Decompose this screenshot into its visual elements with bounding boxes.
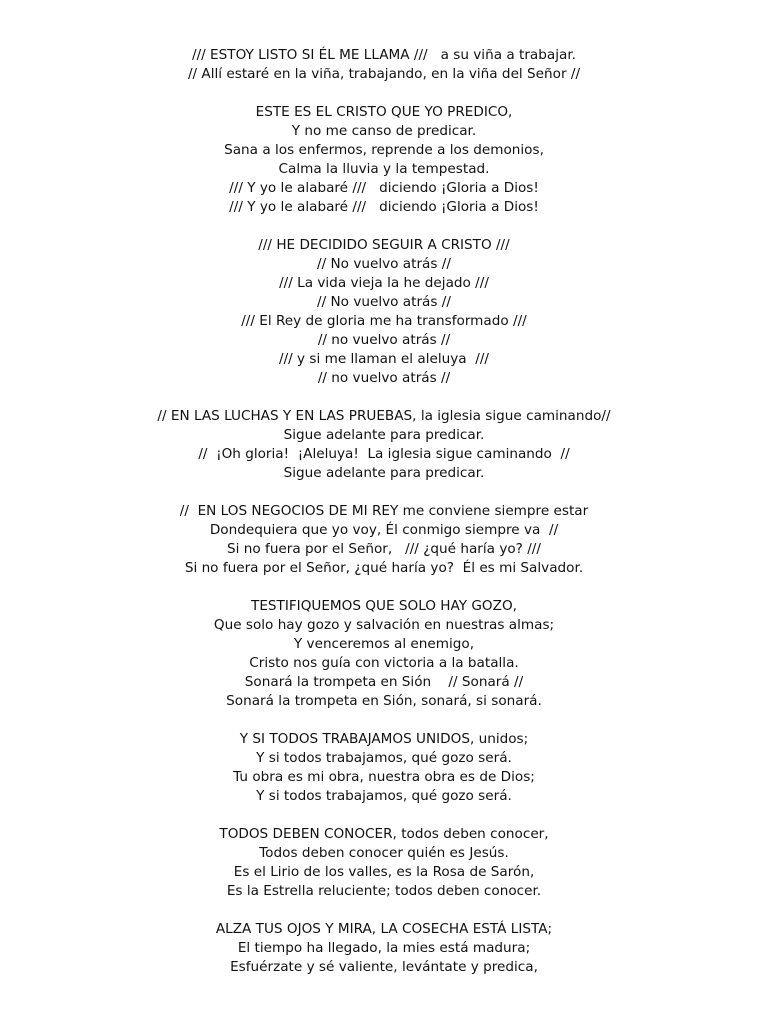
stanza-5	[0, 502, 768, 578]
lyric-line: Y si todos trabajamos, qué gozo será.	[256, 750, 512, 766]
lyric-line: Sigue adelante para predicar.	[283, 427, 485, 443]
lyric-line: /// La vida vieja la he dejado ///	[279, 275, 489, 291]
lyric-line: /// Y yo le alabaré /// diciendo ¡Gloria a Dios!	[229, 199, 539, 215]
stanza-3	[0, 236, 768, 388]
lyric-line: /// Y yo le alabaré /// diciendo ¡Gloria a Dios!	[229, 180, 539, 196]
stanza-4	[0, 407, 768, 483]
lyric-line: Es la Estrella reluciente; todos deben conocer.	[226, 883, 542, 899]
lyric-line: Es el Lirio de los valles, es la Rosa de Sarón,	[233, 864, 535, 880]
lyric-line: // Allí estaré en la viña, trabajando, en la viña del Señor //	[187, 66, 581, 82]
lyric-line: // No vuelvo atrás //	[317, 256, 451, 272]
lyric-line: Que solo hay gozo y salvación en nuestras almas;	[213, 617, 555, 633]
lyric-line: Y venceremos al enemigo,	[293, 636, 475, 652]
lyric-line: // EN LAS LUCHAS Y EN LAS PRUEBAS, la iglesia sigue caminando//	[157, 408, 611, 424]
stanza-9	[0, 920, 768, 977]
lyric-line: Si no fuera por el Señor, ¿qué haría yo? Él es mi Salvador.	[184, 560, 584, 576]
lyric-line: // ¡Oh gloria! ¡Aleluya! La iglesia sigue caminando //	[198, 446, 570, 462]
lyric-line: ALZA TUS OJOS Y MIRA, LA COSECHA ESTÁ LISTA;	[215, 921, 553, 937]
lyric-line: /// El Rey de gloria me ha transformado ///	[241, 313, 527, 329]
stanza-7	[0, 730, 768, 806]
lyric-line: Todos deben conocer quién es Jesús.	[259, 845, 509, 861]
lyric-line: Sigue adelante para predicar.	[283, 465, 485, 481]
lyric-line: /// ESTOY LISTO SI ÉL ME LLAMA /// a su viña a trabajar.	[192, 47, 576, 63]
stanza-8	[0, 825, 768, 901]
stanza-6	[0, 597, 768, 711]
lyric-line: TODOS DEBEN CONOCER, todos deben conocer,	[219, 826, 549, 842]
lyric-line: Y no me canso de predicar.	[291, 123, 477, 139]
lyric-line: ESTE ES EL CRISTO QUE YO PREDICO,	[255, 104, 513, 120]
lyric-line: // EN LOS NEGOCIOS DE MI REY me conviene siempre estar	[179, 503, 589, 519]
stanza-2	[0, 103, 768, 217]
lyric-line: Calma la lluvia y la tempestad.	[278, 161, 490, 177]
lyric-line: Si no fuera por el Señor, /// ¿qué haría yo? ///	[227, 541, 541, 557]
lyric-line: // No vuelvo atrás //	[317, 294, 451, 310]
lyric-line: TESTIFIQUEMOS QUE SOLO HAY GOZO,	[251, 598, 517, 614]
lyric-line: // no vuelvo atrás //	[317, 332, 451, 348]
lyric-line: Sonará la trompeta en Sión // Sonará //	[244, 674, 524, 690]
lyric-line: Y SI TODOS TRABAJAMOS UNIDOS, unidos;	[239, 731, 529, 747]
lyric-line: /// y si me llaman el aleluya ///	[278, 351, 489, 367]
stanza-1	[0, 46, 768, 84]
lyric-line: /// HE DECIDIDO SEGUIR A CRISTO ///	[258, 237, 510, 253]
song-document	[0, 46, 768, 996]
lyric-line: Cristo nos guía con victoria a la batalla.	[249, 655, 519, 671]
lyric-line: El tiempo ha llegado, la mies está madura;	[237, 940, 531, 956]
lyric-line: Esfuérzate y sé valiente, levántate y predica,	[230, 959, 538, 975]
lyric-line: Y si todos trabajamos, qué gozo será.	[256, 788, 512, 804]
lyric-line: Tu obra es mi obra, nuestra obra es de Dios;	[233, 769, 535, 785]
lyric-line: Sonará la trompeta en Sión, sonará, si sonará.	[226, 693, 542, 709]
lyric-line: // no vuelvo atrás //	[317, 370, 451, 386]
lyric-line: Dondequiera que yo voy, Él conmigo siempre va //	[209, 522, 559, 538]
lyric-line: Sana a los enfermos, reprende a los demonios,	[224, 142, 544, 158]
